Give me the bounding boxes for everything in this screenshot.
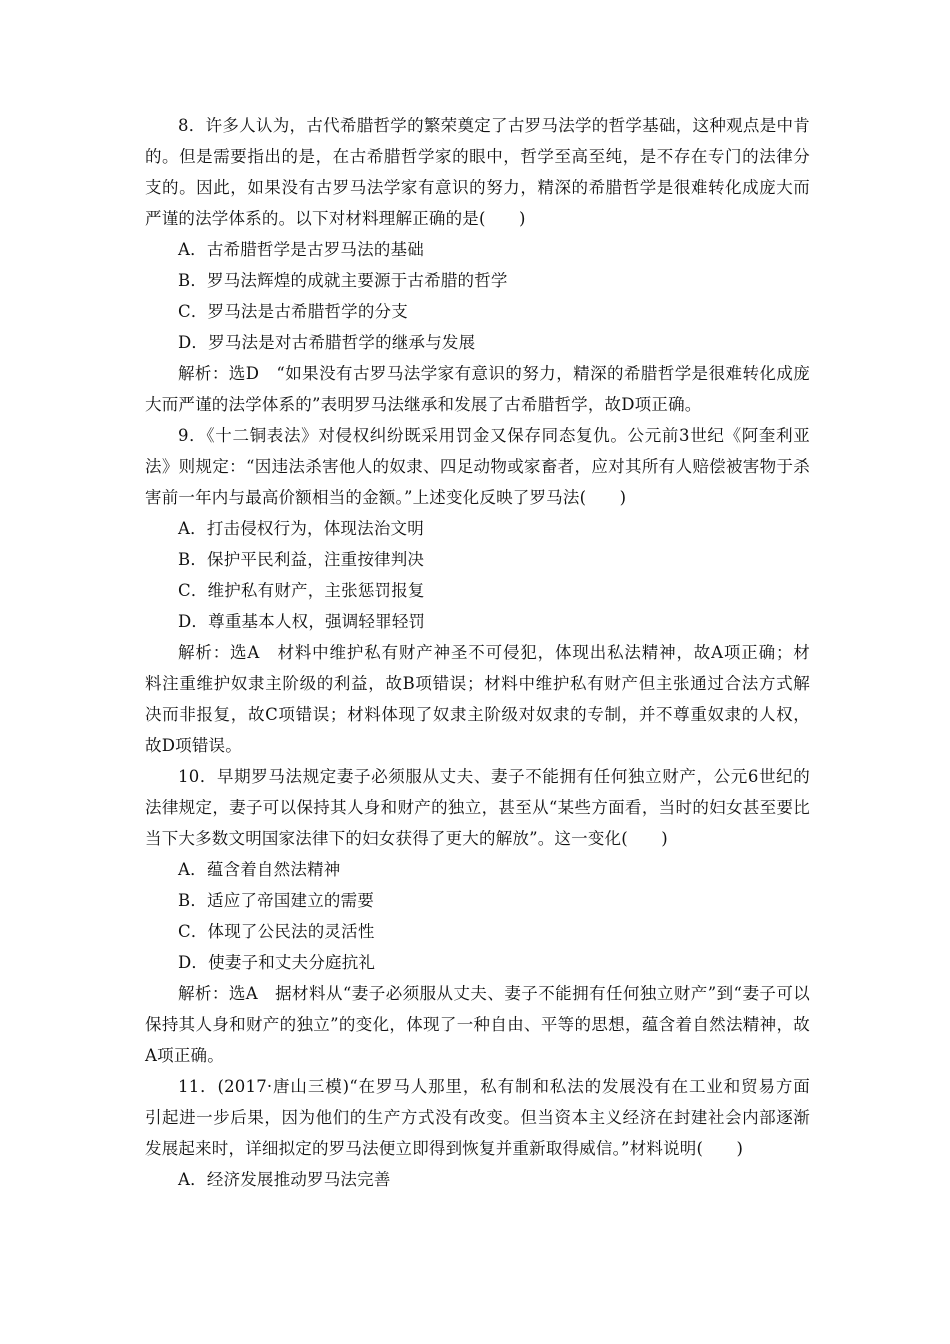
question-8	[145, 110, 810, 420]
document-page	[145, 110, 810, 1195]
analysis-line: 决而非报复，故C项错误；材料体现了奴隶主阶级对奴隶的专制，并不尊重奴隶的人权，	[145, 705, 810, 724]
answer-option: D．尊重基本人权，强调轻罪轻罚	[178, 612, 426, 631]
question-stem-line: 严谨的法学体系的。以下对材料理解正确的是( )	[145, 209, 526, 228]
analysis-line: 解析：选D “如果没有古罗马法学家有意识的努力，精深的希腊哲学是很难转化成庞	[178, 364, 810, 383]
question-stem-line: 引起进一步后果，因为他们的生产方式没有改变。但当资本主义经济在封建社会内部逐渐	[145, 1108, 810, 1127]
answer-option: B．适应了帝国建立的需要	[178, 891, 375, 910]
question-stem-line: 11．(2017·唐山三模)“在罗马人那里，私有制和私法的发展没有在工业和贸易方面	[178, 1077, 810, 1096]
question-stem-line: 法》则规定：“因违法杀害他人的奴隶、四足动物或家畜者，应对其所有人赔偿被害物于杀	[145, 457, 810, 476]
question-10	[145, 761, 810, 1071]
analysis-line: A项正确。	[145, 1046, 224, 1065]
question-stem-line: 的。但是需要指出的是，在古希腊哲学家的眼中，哲学至高至纯，是不存在专门的法律分	[145, 147, 810, 166]
analysis-line: 保持其人身和财产的独立”的变化，体现了一种自由、平等的思想，蕴含着自然法精神，故	[145, 1015, 810, 1034]
answer-option: B．保护平民利益，注重按律判决	[178, 550, 425, 569]
question-stem-line: 当下大多数文明国家法律下的妇女获得了更大的解放”。这一变化( )	[145, 829, 668, 848]
answer-option: C．罗马法是古希腊哲学的分支	[178, 302, 408, 321]
question-9	[145, 420, 810, 761]
question-stem-line: 支的。因此，如果没有古罗马法学家有意识的努力，精深的希腊哲学是很难转化成庞大而	[145, 178, 810, 197]
answer-option: A．打击侵权行为，体现法治文明	[178, 519, 424, 538]
answer-option: A．经济发展推动罗马法完善	[178, 1170, 391, 1189]
answer-option: D．罗马法是对古希腊哲学的继承与发展	[178, 333, 476, 352]
question-stem-line: 9．《十二铜表法》对侵权纠纷既采用罚金又保存同态复仇。公元前3世纪《阿奎利亚	[178, 426, 810, 445]
answer-option: A．蕴含着自然法精神	[178, 860, 341, 879]
question-stem-line: 害前一年内与最高价额相当的金额。”上述变化反映了罗马法( )	[145, 488, 627, 507]
analysis-line: 解析：选A 据材料从“妻子必须服从丈夫、妻子不能拥有任何独立财产”到“妻子可以	[178, 984, 810, 1003]
answer-option: B．罗马法辉煌的成就主要源于古希腊的哲学	[178, 271, 508, 290]
question-stem-line: 8．许多人认为，古代希腊哲学的繁荣奠定了古罗马法学的哲学基础，这种观点是中肯	[178, 116, 810, 135]
answer-option: D．使妻子和丈夫分庭抗礼	[178, 953, 376, 972]
answer-option: C．体现了公民法的灵活性	[178, 922, 375, 941]
analysis-line: 解析：选A 材料中维护私有财产神圣不可侵犯，体现出私法精神，故A项正确；材	[178, 643, 810, 662]
analysis-line: 料注重维护奴隶主阶级的利益，故B项错误；材料中维护私有财产但主张通过合法方式解	[145, 674, 810, 693]
question-stem-line: 法律规定，妻子可以保持其人身和财产的独立，甚至从“某些方面看，当时的妇女甚至要比	[145, 798, 810, 817]
question-stem-line: 10．早期罗马法规定妻子必须服从丈夫、妻子不能拥有任何独立财产，公元6世纪的	[178, 767, 810, 786]
answer-option: C．维护私有财产，主张惩罚报复	[178, 581, 425, 600]
answer-option: A．古希腊哲学是古罗马法的基础	[178, 240, 424, 259]
question-11	[145, 1071, 810, 1195]
question-stem-line: 发展起来时，详细拟定的罗马法便立即得到恢复并重新取得威信。”材料说明( )	[145, 1139, 744, 1158]
analysis-line: 大而严谨的法学体系的”表明罗马法继承和发展了古希腊哲学，故D项正确。	[145, 395, 702, 414]
analysis-line: 故D项错误。	[145, 736, 242, 755]
